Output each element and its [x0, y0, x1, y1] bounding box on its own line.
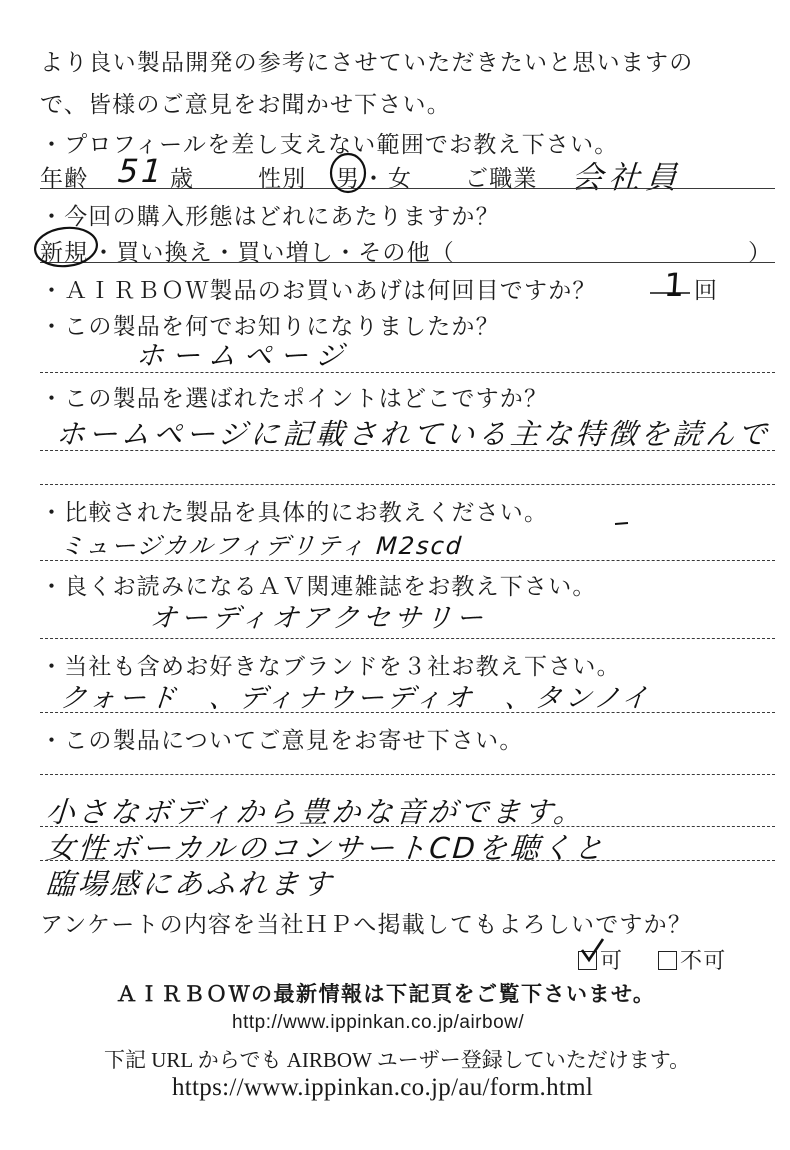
age-unit: 歳	[170, 166, 195, 192]
purchase-type-question: ・今回の購入形態はどれにあたりますか？	[40, 204, 500, 230]
stray-mark	[615, 523, 628, 524]
point-answer[interactable]: ホームページに記載されている主な特徴を読んで	[54, 417, 772, 451]
intro-line-1: より良い製品開発の参考にさせていただきたいと思いますの	[40, 50, 694, 76]
point-question: ・この製品を選ばれたポイントはどこですか？	[40, 386, 549, 412]
job-label: ご職業	[465, 166, 538, 192]
male-circle-mark	[331, 154, 365, 192]
purchase-other-options[interactable]: ・買い換え・買い増し・その他（	[92, 240, 455, 266]
age-label: 年齢	[40, 166, 89, 192]
footer-url-form[interactable]: https://www.ippinkan.co.jp/au/form.html	[172, 1074, 594, 1101]
consent-question: アンケートの内容を当社ＨＰへ掲載してもよろしいですか？	[40, 912, 693, 938]
source-question: ・この製品を何でお知りになりましたか？	[40, 314, 500, 340]
opinion-line-2[interactable]: 女性ボーカルのコンサートCDを聴くと	[44, 831, 608, 865]
source-answer[interactable]: ホームページ	[134, 339, 353, 372]
job-value[interactable]: 会社員	[570, 160, 685, 196]
new-purchase-circle-mark	[33, 225, 99, 269]
purchase-count-unit: 回	[694, 278, 719, 304]
opinion-line-1[interactable]: 小さなボディから豊かな音がでます。	[44, 795, 587, 829]
sex-option-female[interactable]: 女	[388, 166, 413, 192]
purchase-close-paren: ）	[748, 240, 773, 266]
intro-line-2: で、皆様のご意見をお聞かせ下さい。	[40, 92, 451, 118]
sex-option-male[interactable]: 男	[336, 166, 361, 192]
compared-question: ・比較された製品を具体的にお教えください。	[40, 500, 549, 526]
sex-separator: ・	[362, 166, 387, 192]
footer-url-airbow[interactable]: http://www.ippinkan.co.jp/airbow/	[232, 1012, 525, 1033]
sex-label: 性別	[258, 166, 307, 192]
consent-no-label: 不可	[680, 949, 727, 974]
brands-question: ・当社も含めお好きなブランドを３社お教え下さい。	[40, 654, 621, 680]
age-value[interactable]: 51	[116, 152, 167, 190]
profile-question: ・プロフィールを差し支えない範囲でお教え下さい。	[40, 132, 619, 158]
purchase-count-question: ・ＡＩＲＢＯＷ製品のお買いあげは何回目ですか？	[40, 278, 597, 304]
brands-answer[interactable]: クォード 、ディナウーディオ 、タンノイ	[58, 683, 653, 714]
footer-bold-notice: ＡＩＲＢＯＷの最新情報は下記頁をご覧下さいませ。	[116, 983, 656, 1006]
purchase-option-new[interactable]: 新規	[40, 240, 89, 266]
opinion-line-3[interactable]: 臨場感にあふれます	[44, 867, 336, 901]
opinion-question: ・この製品についてご意見をお寄せ下さい。	[40, 728, 524, 754]
consent-check-mark	[582, 939, 603, 960]
magazine-answer[interactable]: オーディオアクセサリー	[148, 603, 489, 634]
consent-yes-label: 可	[600, 949, 624, 974]
compared-answer[interactable]: ミュージカルフィデリティ M2scd	[58, 532, 465, 560]
purchase-count-value[interactable]: 1	[662, 266, 689, 304]
footer-register-line: 下記 URL からでも AIRBOW ユーザー登録していただけます。	[104, 1048, 691, 1072]
magazine-question: ・良くお読みになるＡＶ関連雑誌をお教え下さい。	[40, 574, 597, 600]
